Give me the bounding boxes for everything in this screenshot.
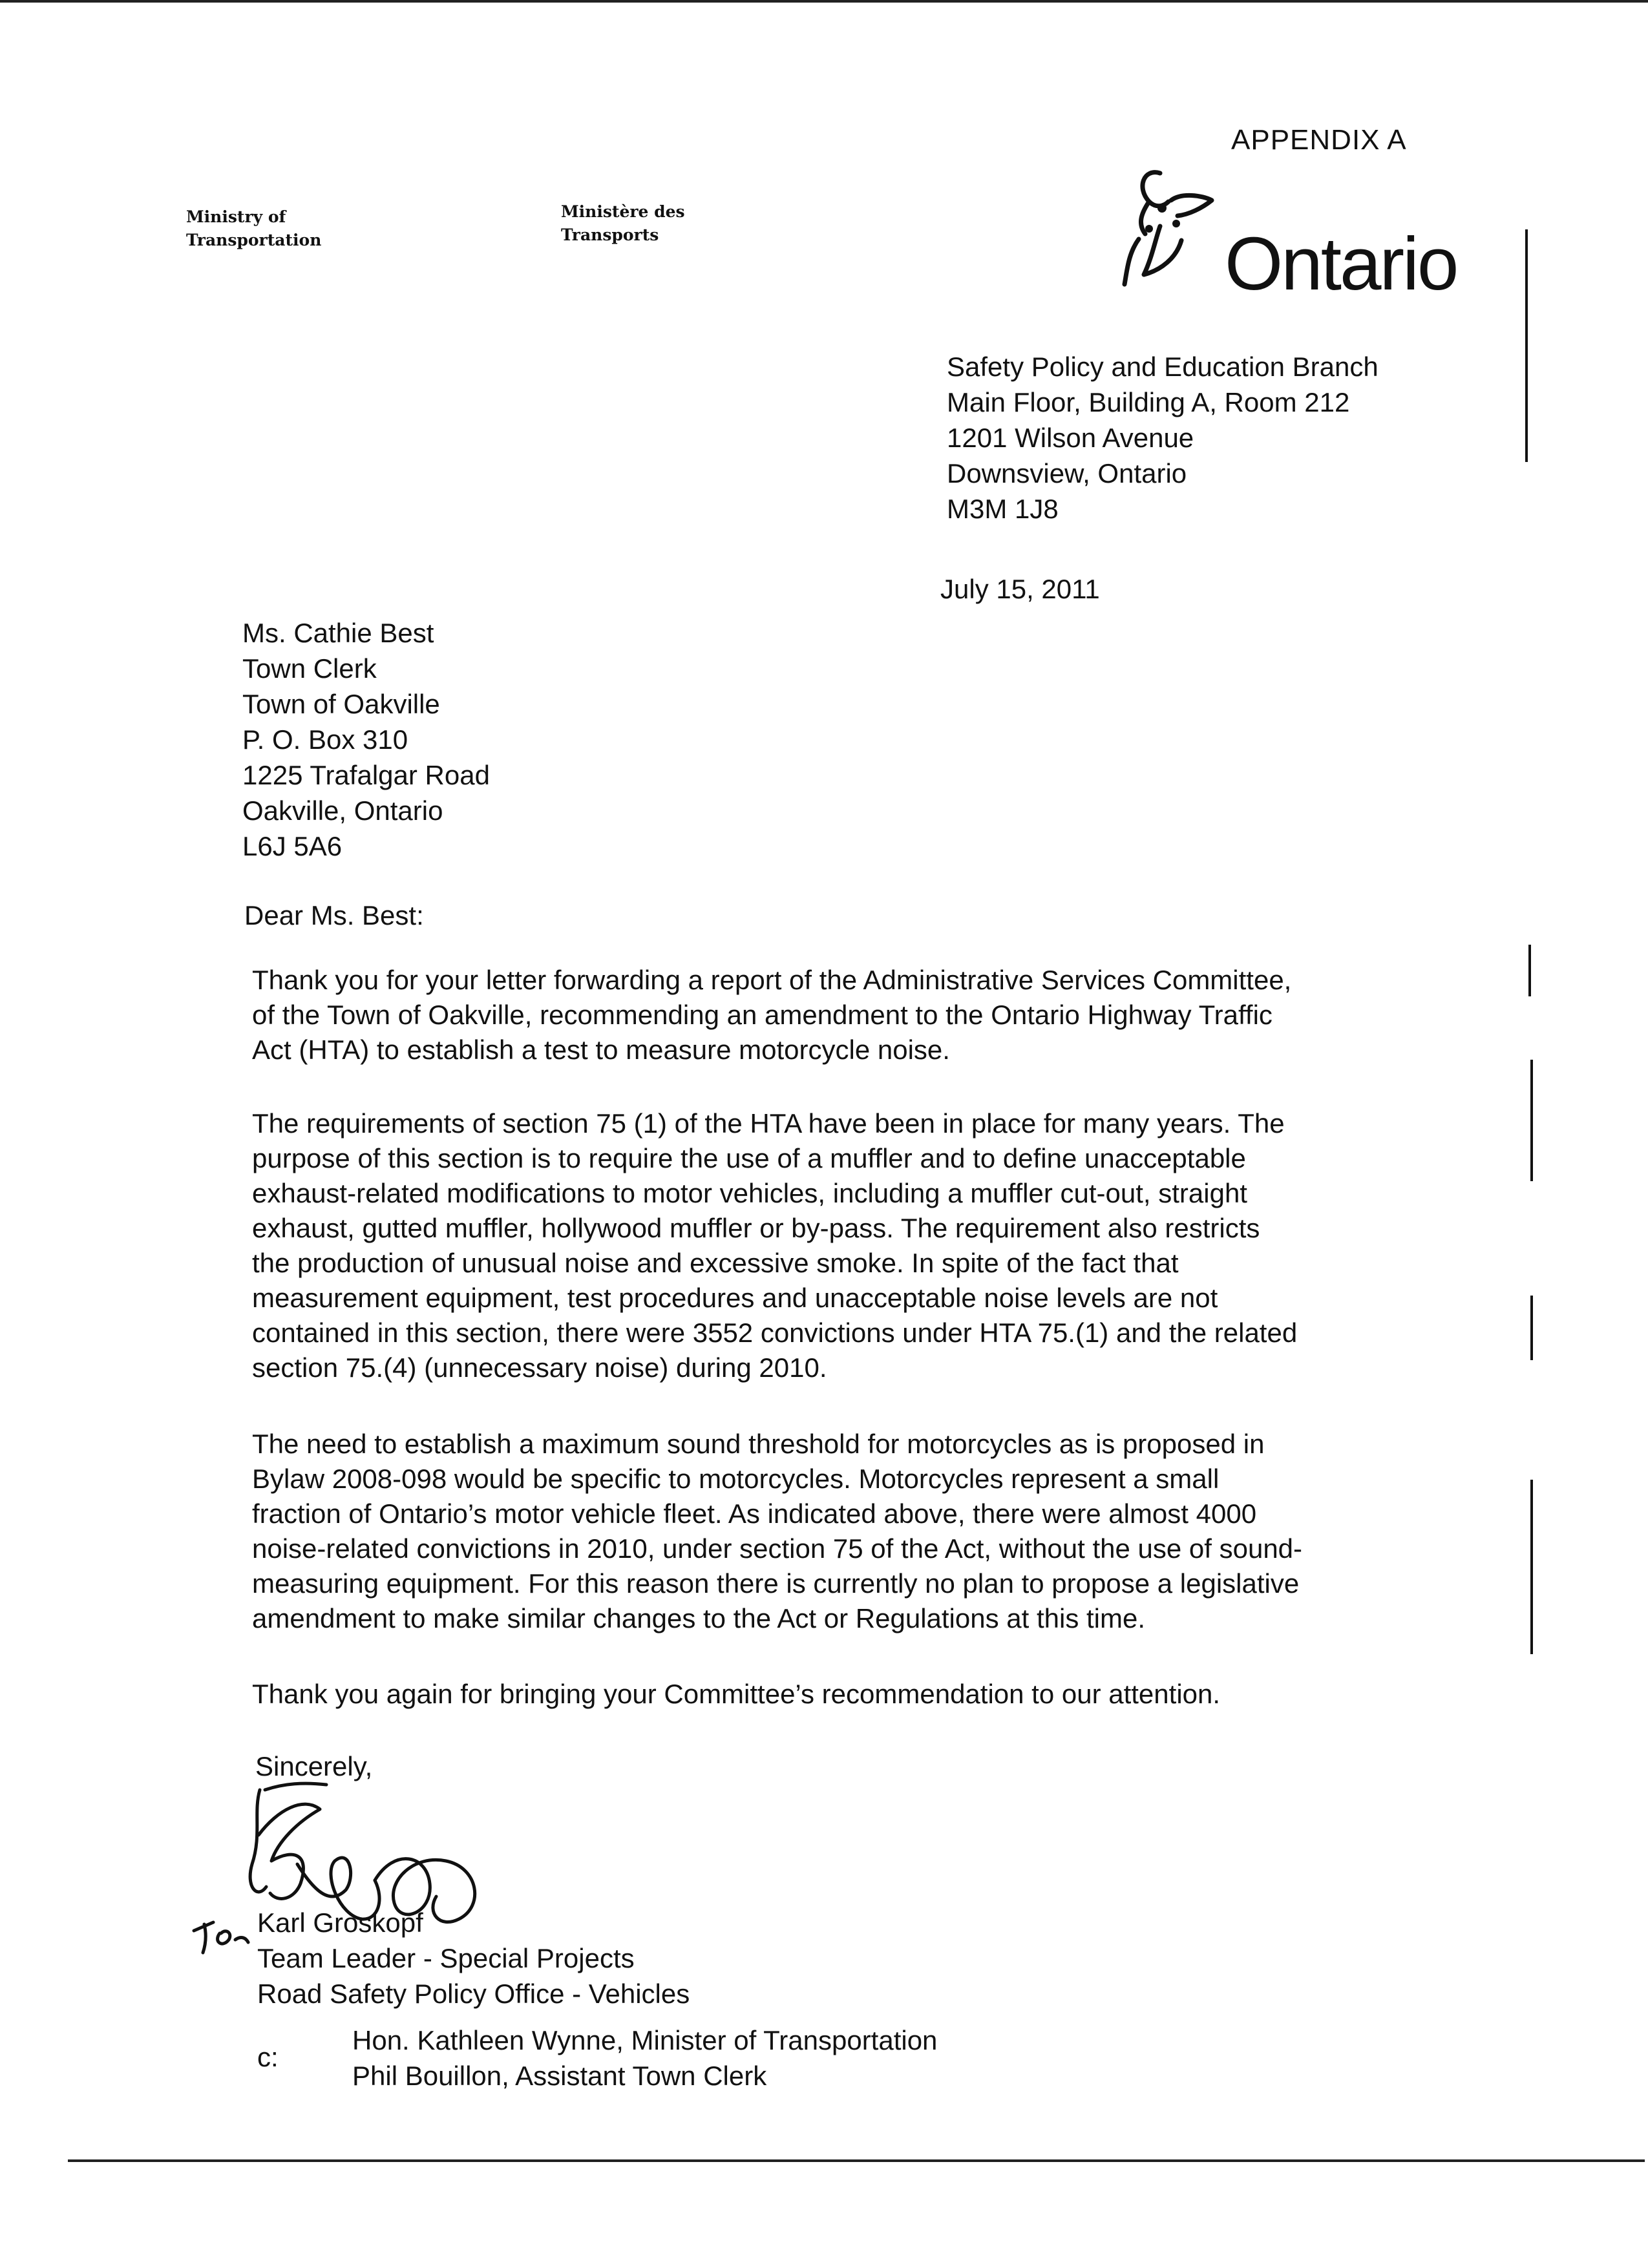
paragraph-line: exhaust-related modifications to motor vehicles, including a muffler cut-out, straight xyxy=(252,1178,1247,1208)
margin-mark xyxy=(1525,229,1528,462)
ministry-french-line-1: Ministère des xyxy=(561,202,685,221)
signer-line: Karl Groskopf xyxy=(257,1907,423,1938)
paragraph-line: Thank you for your letter forwarding a report of the Administrative Services Committee, xyxy=(252,965,1292,995)
cc-list xyxy=(352,2022,937,2094)
appendix-label: APPENDIX A xyxy=(1231,124,1407,156)
sender-address-line: M3M 1J8 xyxy=(947,494,1059,524)
cc-label: c: xyxy=(257,2042,279,2072)
sender-address-line: Main Floor, Building A, Room 212 xyxy=(947,387,1350,417)
trillium-icon xyxy=(1099,162,1228,310)
ministry-english-line-2: Transportation xyxy=(186,231,322,249)
recipient-line: Ms. Cathie Best xyxy=(242,618,434,648)
paragraph-line: contained in this section, there were 3552 convictions under HTA 75.(1) and the related xyxy=(252,1318,1298,1348)
sender-address-line: 1201 Wilson Avenue xyxy=(947,423,1194,453)
body-paragraph-3 xyxy=(252,1427,1480,1636)
paragraph-line: section 75.(4) (unnecessary noise) during 2010. xyxy=(252,1352,827,1383)
margin-mark xyxy=(1530,1480,1533,1654)
paragraph-line: of the Town of Oakville, recommending an amendment to the Ontario Highway Traffic xyxy=(252,1000,1273,1030)
ontario-wordmark: Ontario xyxy=(1225,222,1457,306)
letter-date: July 15, 2011 xyxy=(940,574,1100,604)
signer-block xyxy=(257,1905,690,2011)
paragraph-line: Act (HTA) to establish a test to measure motorcycle noise. xyxy=(252,1034,950,1065)
sender-address-line: Safety Policy and Education Branch xyxy=(947,352,1379,382)
bottom-rule xyxy=(68,2159,1645,2162)
ontario-logo xyxy=(1099,162,1499,317)
margin-mark xyxy=(1530,1060,1533,1181)
recipient-line: 1225 Trafalgar Road xyxy=(242,760,490,790)
cc-line: Hon. Kathleen Wynne, Minister of Transportation xyxy=(352,2025,938,2055)
paragraph-line: purpose of this section is to require the use of a muffler and to define unacceptable xyxy=(252,1143,1246,1173)
paragraph-line: Bylaw 2008-098 would be specific to motorcycles. Motorcycles represent a small xyxy=(252,1464,1220,1494)
body-paragraph-4 xyxy=(252,1677,1480,1712)
cc-line: Phil Bouillon, Assistant Town Clerk xyxy=(352,2061,767,2091)
closing: Sincerely, xyxy=(255,1751,373,1781)
paragraph-line: noise-related convictions in 2010, under section 75 of the Act, without the use of sound- xyxy=(252,1533,1303,1564)
ministry-name-french xyxy=(561,200,685,247)
paragraph-line: measuring equipment. For this reason there is currently no plan to propose a legislative xyxy=(252,1568,1300,1599)
recipient-line: Oakville, Ontario xyxy=(242,795,443,826)
sender-address-line: Downsview, Ontario xyxy=(947,458,1187,488)
paragraph-line: the production of unusual noise and excessive smoke. In spite of the fact that xyxy=(252,1248,1179,1278)
recipient-address xyxy=(242,615,490,864)
paragraph-line: exhaust, gutted muffler, hollywood muffler or by-pass. The requirement also restricts xyxy=(252,1213,1260,1243)
ministry-english-line-1: Ministry of xyxy=(186,207,286,226)
recipient-line: Town of Oakville xyxy=(242,689,440,719)
sender-address xyxy=(947,349,1379,527)
paragraph-line: Thank you again for bringing your Committee’s recommendation to our attention. xyxy=(252,1679,1221,1709)
paragraph-line: The requirements of section 75 (1) of the HTA have been in place for many years. The xyxy=(252,1108,1285,1139)
signer-line: Team Leader - Special Projects xyxy=(257,1943,635,1973)
body-paragraph-2 xyxy=(252,1106,1480,1385)
ministry-name-english xyxy=(186,205,321,252)
recipient-line: L6J 5A6 xyxy=(242,831,343,861)
recipient-line: P. O. Box 310 xyxy=(242,724,408,755)
paragraph-line: fraction of Ontario’s motor vehicle fleet. As indicated above, there were almost 4000 xyxy=(252,1498,1257,1529)
salutation: Dear Ms. Best: xyxy=(244,900,424,930)
signer-line: Road Safety Policy Office - Vehicles xyxy=(257,1979,690,2009)
paragraph-line: measurement equipment, test procedures and unacceptable noise levels are not xyxy=(252,1283,1218,1313)
body-paragraph-1 xyxy=(252,963,1480,1067)
scan-top-edge xyxy=(0,0,1648,3)
paragraph-line: The need to establish a maximum sound threshold for motorcycles as is proposed in xyxy=(252,1429,1265,1459)
recipient-line: Town Clerk xyxy=(242,653,377,684)
paragraph-line: amendment to make similar changes to the Act or Regulations at this time. xyxy=(252,1603,1146,1633)
margin-mark xyxy=(1528,945,1531,996)
ministry-french-line-2: Transports xyxy=(561,226,659,244)
margin-mark xyxy=(1530,1296,1533,1360)
